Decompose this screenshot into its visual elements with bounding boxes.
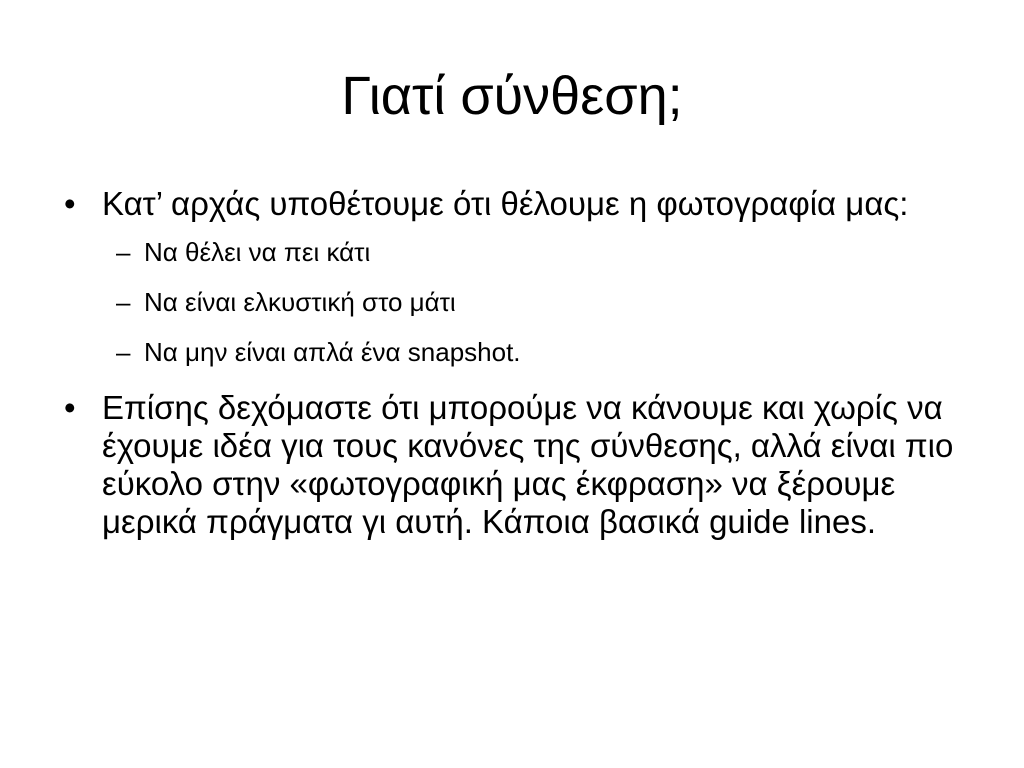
sub-bullet-marker: – [116,287,131,317]
bullet-item [60,185,990,223]
bullet-text: Κατ’ αρχάς υποθέτουμε ότι θέλουμε η φωτογραφία μας: [102,185,909,222]
sub-bullet-text: Να είναι ελκυστική στο μάτι [144,287,456,317]
sub-bullet-item [60,337,990,367]
slide-title: Γιατί σύνθεση; [341,66,683,126]
bullet-text: Επίσης δεχόμαστε ότι μπορούμε να κάνουμε και χωρίς να έχουμε ιδέα για τους κανόνες της σύνθεσης, αλλά είναι πιο εύκολο στην «φωτογραφική μας έκφραση» να ξέρουμε μερικά πράγματα γι αυτή. Κάποια βασικά guide lines. [102,389,954,540]
sub-bullet-marker: – [116,337,131,367]
sub-bullet-text: Να θέλει να πει κάτι [144,237,371,267]
sub-bullet-marker: – [116,237,131,267]
slide-content [60,185,990,553]
sub-bullet-item [60,237,990,267]
bullet-item [60,389,990,541]
bullet-marker: • [64,389,76,426]
sub-bullet-text: Να μην είναι απλά ένα snapshot. [144,337,521,367]
sub-bullet-item [60,287,990,317]
bullet-marker: • [64,185,76,222]
